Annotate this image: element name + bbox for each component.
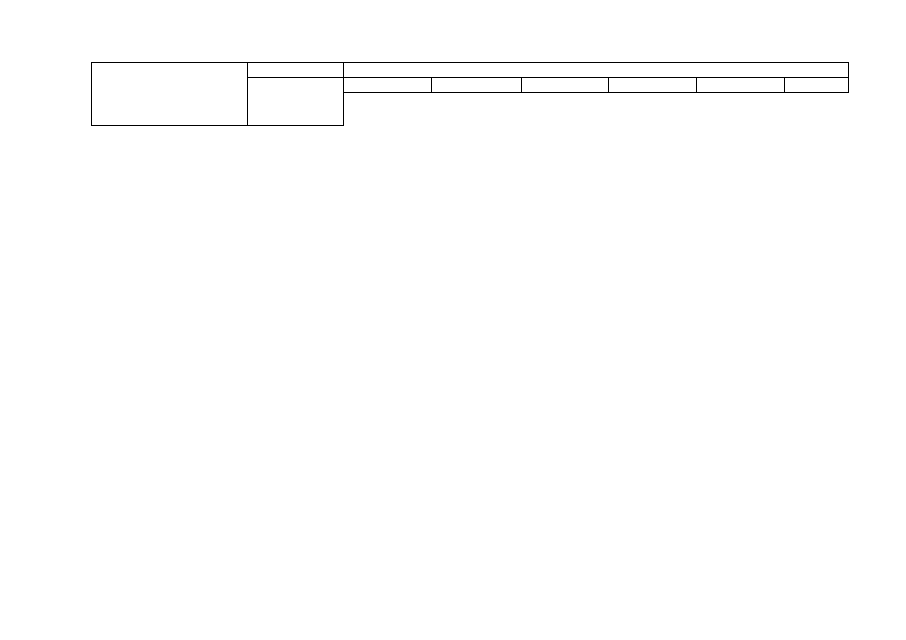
header-density-2 bbox=[522, 78, 609, 93]
header-density-1 bbox=[432, 78, 522, 93]
header-all-spacer bbox=[248, 78, 344, 126]
header-all bbox=[248, 63, 344, 78]
header-density-5 bbox=[785, 78, 849, 93]
header-density-3 bbox=[609, 78, 697, 93]
header-density-0 bbox=[344, 78, 432, 93]
header-density-4 bbox=[697, 78, 785, 93]
header-indicators bbox=[92, 63, 248, 126]
header-by-density bbox=[344, 63, 849, 78]
forest-data-table bbox=[91, 62, 849, 137]
